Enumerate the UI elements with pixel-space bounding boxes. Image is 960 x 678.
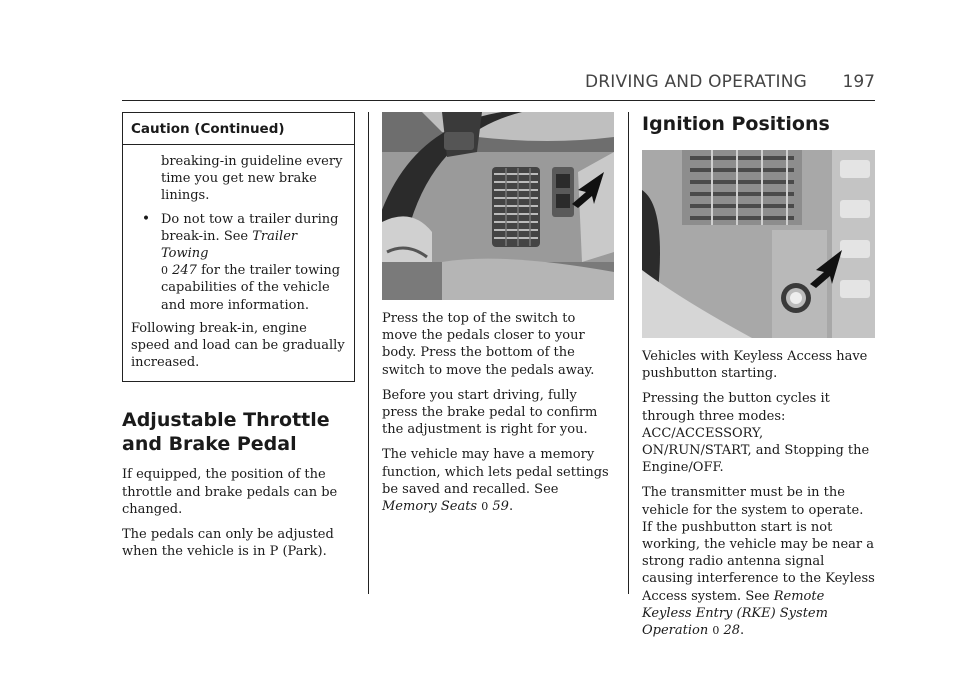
pedal-switch-photo	[382, 112, 614, 300]
section-title: DRIVING AND OPERATING	[585, 72, 807, 92]
page-ref-icon: 0	[161, 264, 168, 278]
pedal-switch-paragraph: Press the top of the switch to move the pedals closer to your body. Press the bottom of the switch to move the pedals away.	[382, 311, 595, 378]
caution-title: Caution (Continued)	[123, 113, 354, 145]
pedal-switch-paragraph: Before you start driving, fully press the brake pedal to confirm the adjustment is right for you.	[382, 387, 598, 438]
page-ref-number[interactable]: 247	[172, 263, 197, 279]
section-heading-pedal: Adjustable Throttle and Brake Pedal	[122, 409, 330, 456]
page-header	[122, 68, 875, 101]
section-heading-ignition: Ignition Positions	[642, 113, 830, 135]
page-ref-number[interactable]: 28	[723, 623, 741, 639]
cross-reference-link[interactable]: Trailer Towing	[161, 228, 298, 262]
column-left	[122, 112, 355, 568]
page-ref-icon: 0	[481, 500, 489, 514]
caution-bullet	[131, 211, 346, 320]
ignition-button-photo	[642, 150, 875, 338]
caution-continued-text: breaking-in guideline every time you get new brake linings.	[161, 154, 343, 204]
text-run: Do not tow a trailer during break-in. See	[161, 211, 339, 244]
caution-closing-text: Following break-in, engine speed and load can be gradually increased.	[131, 320, 345, 371]
text-run: The vehicle may have a memory function, which lets pedal settings be saved and recalled. See	[382, 447, 609, 497]
column-right	[642, 112, 875, 647]
bullet-mark: •	[141, 210, 151, 227]
column-divider	[628, 112, 629, 594]
page-number: 197	[842, 72, 875, 92]
pedal-paragraph: The pedals can only be adjusted when the vehicle is in P (Park).	[122, 527, 334, 560]
text-run: The transmitter must be in the vehicle for the system to operate. If the pushbutton start is not working, the vehicle may be near a strong radio antenna signal causing interference to the Keyless Access system. See	[642, 485, 875, 604]
ignition-transmitter-paragraph	[642, 484, 875, 639]
cross-reference-link[interactable]: Remote Keyless Entry (RKE) System Operation	[642, 588, 828, 639]
page-ref-number[interactable]: 59	[492, 499, 509, 515]
caution-box	[122, 112, 355, 382]
pedal-paragraph: If equipped, the position of the throttle and brake pedals can be changed.	[122, 467, 338, 517]
caution-body	[123, 145, 354, 381]
ignition-paragraph: Vehicles with Keyless Access have pushbutton starting.	[642, 349, 868, 382]
cross-reference-link[interactable]: Memory Seats	[382, 499, 478, 515]
caution-bullet-text	[161, 211, 346, 314]
column-divider	[368, 112, 369, 594]
column-middle	[382, 112, 614, 523]
text-run: .	[740, 623, 745, 639]
ignition-paragraph: Pressing the button cycles it through three modes: ACC/ACCESSORY, ON/RUN/START, and Stopping the Engine/OFF.	[642, 391, 870, 476]
page-ref-icon: 0	[712, 624, 720, 638]
text-run: for the trailer towing capabilities of the vehicle and more information.	[161, 263, 341, 313]
pedal-memory-paragraph	[382, 446, 614, 515]
text-run: .	[508, 499, 514, 515]
